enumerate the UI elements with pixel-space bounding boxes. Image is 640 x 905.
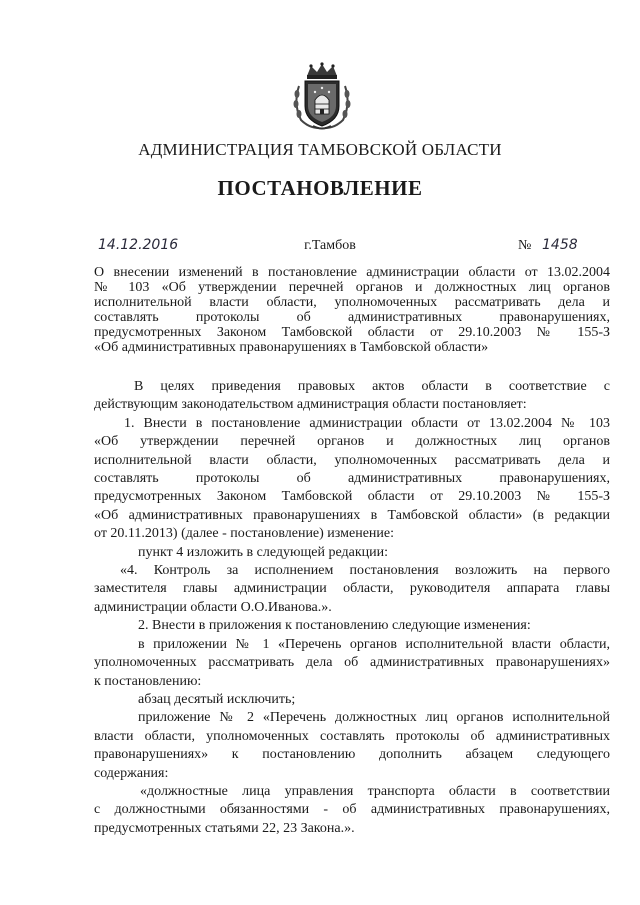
body-line: «4. Контроль за исполнением постановления возложить на первого — [120, 563, 610, 579]
body-line: действующим законодательством администрация области постановляет: — [94, 397, 527, 413]
body-line: «Об административных правонарушениях в Тамбовской области» (в редакции — [94, 507, 610, 523]
title-line: № 103 «Об утверждении перечней органов и должностных лиц органов — [94, 280, 610, 295]
resolution-body — [94, 378, 610, 838]
body-line: абзац десятый исключить; — [138, 691, 296, 707]
body-line: от 20.11.2013) (далее - постановление) изменение: — [94, 526, 395, 542]
body-line: «Об утверждении перечней органов и должностных лиц органов — [94, 434, 610, 450]
body-line: правонарушениях» к постановлению дополнить абзацем следующего — [94, 747, 610, 763]
body-line: исполнительной власти области, уполномоченных рассматривать дела и — [94, 452, 610, 468]
body-line: приложение № 2 «Перечень должностных лиц органов исполнительной — [138, 710, 610, 726]
body-line: заместителя главы администрации области, руководителя аппарата главы — [94, 581, 610, 597]
document-type-heading: ПОСТАНОВЛЕНИЕ — [217, 176, 423, 200]
title-line: исполнительной власти области, уполномоченных рассматривать дела и — [94, 295, 610, 310]
body-line: содержания: — [94, 765, 169, 781]
body-line: В целях приведения правовых актов области в соответствие с — [134, 379, 610, 394]
body-line: пункт 4 изложить в следующей редакции: — [138, 544, 388, 560]
number-label: № — [518, 238, 532, 253]
resolution-title — [94, 265, 610, 355]
organization-name: АДМИНИСТРАЦИЯ ТАМБОВСКОЙ ОБЛАСТИ — [138, 140, 502, 159]
title-line: предусмотренных Законом Тамбовской области от 29.10.2003 № 155-З — [94, 325, 610, 340]
document-meta-row — [0, 236, 640, 260]
handwritten-date: 14.12.2016 — [98, 237, 179, 253]
body-line: с должностными обязанностями - об административных правонарушениях, — [94, 802, 610, 818]
body-line: администрации области О.О.Иванова.». — [94, 599, 332, 615]
coat-of-arms-icon — [291, 62, 353, 132]
body-line: 1. Внести в постановление администрации области от 13.02.2004 № 103 — [124, 415, 610, 431]
title-line: О внесении изменений в постановление администрации области от 13.02.2004 — [94, 265, 610, 280]
body-line: предусмотренных Законом Тамбовской области от 29.10.2003 № 155-З — [94, 489, 610, 505]
body-line: составлять протоколы об административных правонарушениях, — [94, 471, 610, 487]
body-line: 2. Внести в приложения к постановлению следующие изменения: — [138, 618, 531, 634]
body-line: предусмотренных статьями 22, 23 Закона.». — [94, 820, 355, 836]
city-label: г.Тамбов — [304, 238, 356, 253]
handwritten-document-number: 1458 — [542, 237, 578, 253]
title-line: составлять протоколы об административных правонарушениях, — [94, 310, 610, 325]
body-line: власти области, уполномоченных составлять протоколы об административных — [94, 728, 610, 744]
body-line: к постановлению: — [94, 673, 202, 689]
body-line: в приложении № 1 «Перечень органов исполнительной власти области, — [138, 636, 610, 652]
body-line: уполномоченных рассматривать дела об административных правонарушениях» — [94, 655, 610, 671]
body-line: «должностные лица управления транспорта области в соответствии — [140, 783, 610, 799]
title-line: «Об административных правонарушениях в Тамбовской области» — [94, 340, 489, 355]
